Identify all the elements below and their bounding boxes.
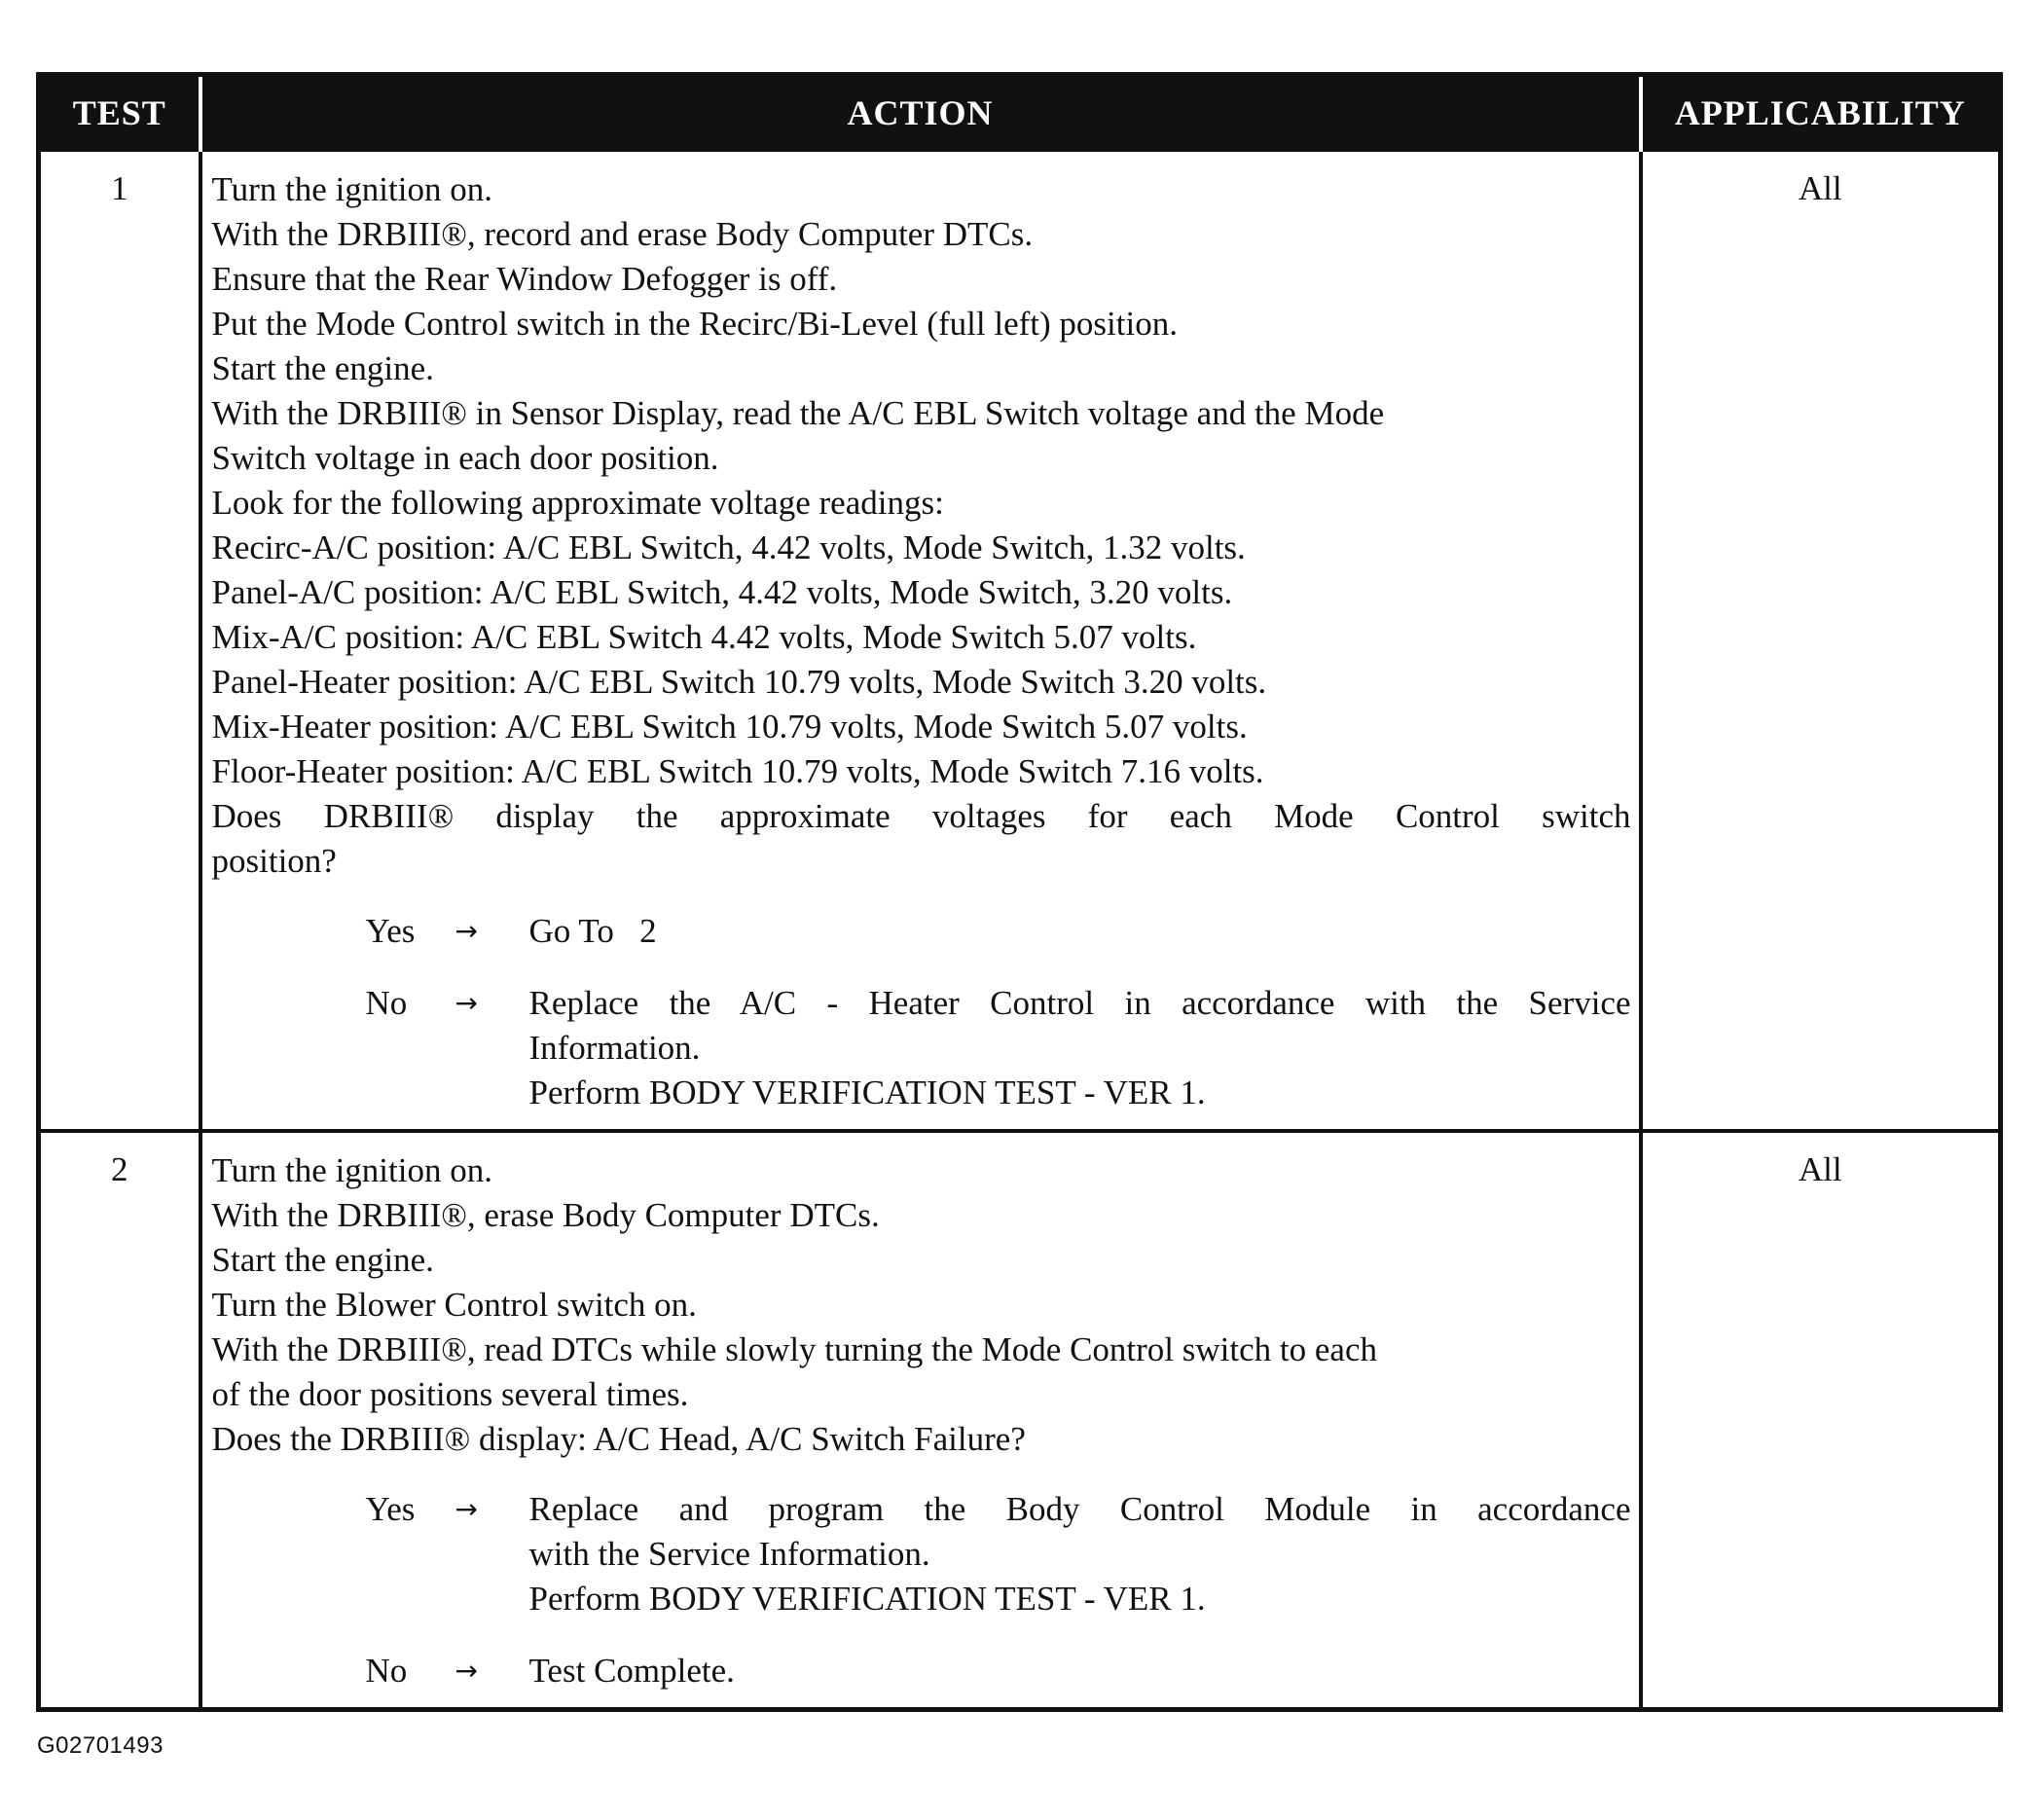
no-label: No bbox=[365, 984, 408, 1022]
table-header-row bbox=[39, 75, 2001, 151]
action-line: Put the Mode Control switch in the Recirc/Bi-Level (full left) position. bbox=[211, 305, 1178, 343]
outcome-line: Perform BODY VERIFICATION TEST - VER 1. bbox=[528, 1580, 1206, 1618]
action-line: Ensure that the Rear Window Defogger is off. bbox=[211, 260, 838, 298]
yes-label: Yes bbox=[365, 1490, 416, 1528]
action-line: position? bbox=[211, 842, 337, 880]
action-line: Does the DRBIII® display: A/C Head, A/C Switch Failure? bbox=[211, 1420, 1026, 1458]
table-row bbox=[39, 1131, 2001, 1710]
action-line: of the door positions several times. bbox=[211, 1375, 689, 1413]
outcome-line: Replace the A/C - Heater Control in accordance with the Service bbox=[528, 984, 1631, 1022]
action-line: Does DRBIII® display the approximate voltages for each Mode Control switch bbox=[211, 797, 1631, 835]
action-line: Turn the ignition on. bbox=[211, 1151, 492, 1189]
header-action: ACTION bbox=[200, 75, 1641, 151]
action-line: With the DRBIII®, read DTCs while slowly turning the Mode Control switch to each bbox=[211, 1330, 1377, 1368]
no-label: No bbox=[365, 1652, 408, 1690]
action-line: Turn the ignition on. bbox=[211, 170, 492, 208]
outcome-line: Replace and program the Body Control Module in accordance bbox=[528, 1490, 1631, 1528]
action-line: Floor-Heater position: A/C EBL Switch 10.79 volts, Mode Switch 7.16 volts. bbox=[211, 752, 1264, 790]
applicability-cell: All bbox=[1641, 1131, 2001, 1710]
outcome-line: Information. bbox=[528, 1029, 701, 1067]
action-line: Recirc-A/C position: A/C EBL Switch, 4.42 volts, Mode Switch, 1.32 volts. bbox=[211, 528, 1246, 566]
action-line: Turn the Blower Control switch on. bbox=[211, 1286, 697, 1324]
outcome-no bbox=[212, 981, 1631, 1115]
outcomes bbox=[212, 1487, 1631, 1693]
applicability-cell: All bbox=[1641, 150, 2001, 1131]
action-line: With the DRBIII®, erase Body Computer DTCs. bbox=[211, 1196, 880, 1234]
header-test: TEST bbox=[39, 75, 200, 151]
yes-label: Yes bbox=[365, 912, 416, 950]
figure-id: G02701493 bbox=[37, 1732, 164, 1759]
action-line: Mix-A/C position: A/C EBL Switch 4.42 volts, Mode Switch 5.07 volts. bbox=[211, 618, 1197, 656]
outcome-yes-body bbox=[529, 1487, 1631, 1621]
outcome-no-body bbox=[529, 1649, 1631, 1693]
action-line: Panel-Heater position: A/C EBL Switch 10.79 volts, Mode Switch 3.20 volts. bbox=[211, 663, 1267, 701]
outcome-line: Test Complete. bbox=[528, 1652, 735, 1690]
action-line: Start the engine. bbox=[211, 349, 434, 387]
outcome-line: Perform BODY VERIFICATION TEST - VER 1. bbox=[528, 1074, 1206, 1111]
right-arrow-icon: → bbox=[455, 1655, 478, 1687]
outcome-line: Go To 2 bbox=[528, 912, 657, 950]
header-applicability: APPLICABILITY bbox=[1641, 75, 2001, 151]
diagnostic-test-table bbox=[36, 72, 2003, 1712]
right-arrow-icon: → bbox=[455, 1493, 478, 1525]
action-cell bbox=[200, 150, 1641, 1131]
outcome-no-body bbox=[529, 981, 1631, 1115]
action-line: Start the engine. bbox=[211, 1241, 434, 1279]
action-line: Switch voltage in each door position. bbox=[211, 439, 719, 477]
action-line: Mix-Heater position: A/C EBL Switch 10.79 volts, Mode Switch 5.07 volts. bbox=[211, 708, 1248, 746]
outcome-yes bbox=[212, 909, 1631, 954]
action-cell bbox=[200, 1131, 1641, 1710]
test-number: 2 bbox=[39, 1131, 200, 1710]
action-line: Panel-A/C position: A/C EBL Switch, 4.42 volts, Mode Switch, 3.20 volts. bbox=[211, 573, 1233, 611]
right-arrow-icon: → bbox=[455, 987, 478, 1019]
outcome-yes bbox=[212, 1487, 1631, 1621]
action-line: With the DRBIII® in Sensor Display, read the A/C EBL Switch voltage and the Mode bbox=[211, 394, 1385, 432]
outcome-no bbox=[212, 1649, 1631, 1693]
action-line: With the DRBIII®, record and erase Body Computer DTCs. bbox=[211, 215, 1034, 253]
outcome-line: with the Service Information. bbox=[528, 1535, 930, 1573]
table-row bbox=[39, 150, 2001, 1131]
action-line: Look for the following approximate voltage readings: bbox=[211, 484, 944, 522]
outcome-yes-body bbox=[529, 909, 1631, 954]
test-number: 1 bbox=[39, 150, 200, 1131]
outcomes bbox=[212, 909, 1631, 1115]
right-arrow-icon: → bbox=[455, 915, 478, 947]
